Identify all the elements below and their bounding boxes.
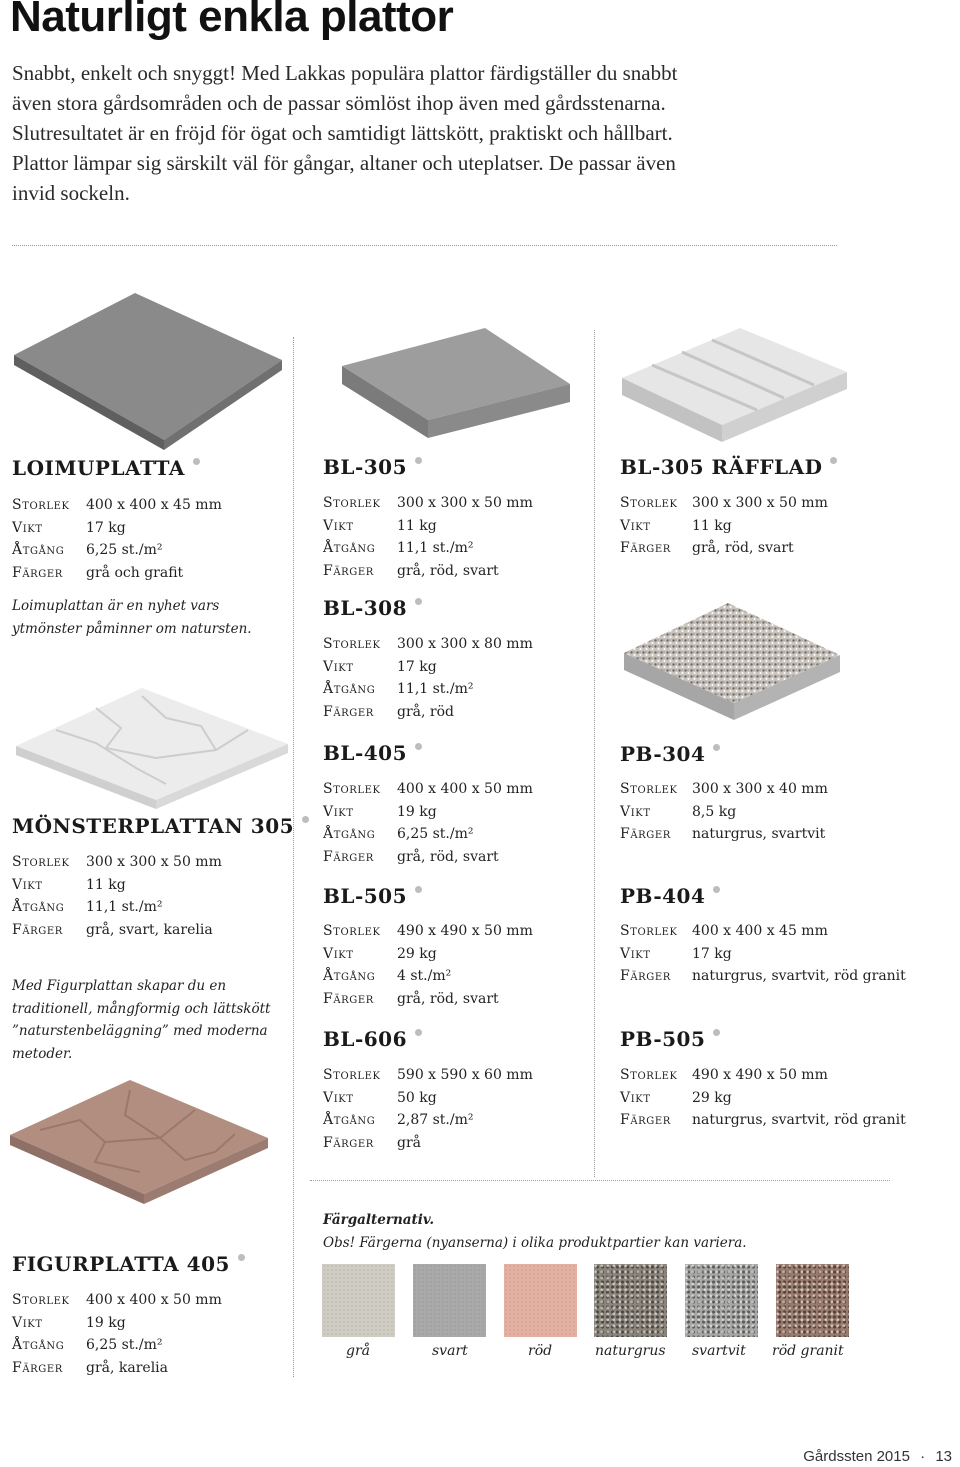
vikt-value: 11 kg — [692, 517, 732, 534]
farger-label: Färger — [12, 921, 63, 938]
vikt-value: 11 kg — [86, 876, 126, 893]
farger-value: grå, röd, svart — [397, 562, 499, 579]
bullet-dot-icon — [238, 1254, 245, 1261]
column-divider-left — [293, 337, 294, 1377]
storlek-label: Storlek — [12, 854, 70, 870]
page-title: Naturligt enkla plattor — [10, 0, 454, 41]
atgang-label: Åtgång — [323, 1112, 376, 1128]
bl606-heading — [323, 1027, 422, 1051]
storlek-label: Storlek — [323, 781, 381, 797]
spec-row — [323, 537, 533, 560]
farger-value: naturgrus, svartvit — [692, 826, 826, 842]
spec-row — [12, 1312, 222, 1335]
atgang-label: Åtgång — [323, 826, 376, 842]
farger-label: Färger — [323, 848, 374, 865]
spec-row — [323, 633, 533, 656]
vikt-label: Vikt — [620, 945, 651, 962]
atgang-label: Åtgång — [12, 542, 65, 558]
atgang-label: Åtgång — [12, 1337, 65, 1353]
spec-row — [323, 656, 533, 679]
figurplatta405-specs — [12, 1289, 222, 1379]
swatch-rod-granit — [776, 1264, 849, 1337]
farger-value: grå, karelia — [86, 1359, 169, 1376]
spec-row — [12, 1357, 222, 1380]
vikt-value: 29 kg — [692, 1089, 732, 1106]
farger-label: Färger — [620, 968, 671, 984]
spec-row — [323, 701, 533, 724]
atgang-value: 11,1 st./m² — [397, 681, 474, 697]
storlek-label: Storlek — [620, 495, 678, 511]
spec-row — [12, 919, 222, 942]
pb304-heading — [620, 742, 720, 766]
vikt-label: Vikt — [323, 517, 354, 534]
loimuplatta-note: Loimuplattan är en nyhet vars ytmönster påminner om natursten. — [12, 598, 252, 637]
bl308-name: BL-308 — [323, 596, 408, 620]
swatch-gra — [322, 1264, 395, 1337]
footer-publication: Gårdssten 2015 — [803, 1448, 910, 1465]
bullet-dot-icon — [415, 886, 422, 893]
pb505-specs — [620, 1064, 906, 1132]
bl505-heading — [323, 884, 422, 908]
monsterplattan305-specs — [12, 851, 222, 941]
farger-value: grå, röd, svart — [692, 540, 794, 556]
storlek-label: Storlek — [323, 495, 381, 511]
spec-row — [323, 492, 533, 515]
vikt-label: Vikt — [12, 1314, 43, 1331]
spec-row — [323, 846, 533, 869]
storlek-label: Storlek — [12, 497, 70, 513]
swatch-label-rod-granit: röd granit — [772, 1343, 844, 1359]
storlek-value: 400 x 400 x 50 mm — [86, 1292, 222, 1308]
vikt-value: 50 kg — [397, 1089, 437, 1106]
bl505-name: BL-505 — [323, 884, 408, 908]
storlek-value: 300 x 300 x 50 mm — [397, 495, 533, 511]
vikt-value: 17 kg — [692, 945, 732, 962]
swatch-label-svart: svart — [432, 1343, 468, 1359]
vikt-label: Vikt — [12, 519, 43, 536]
swatch-label-svartvit: svartvit — [692, 1343, 746, 1359]
monsterplattan305-image — [16, 688, 292, 810]
bullet-dot-icon — [415, 598, 422, 605]
storlek-label: Storlek — [12, 1292, 70, 1308]
bl308-heading — [323, 596, 422, 620]
spec-row — [620, 537, 828, 560]
bl305-name: BL-305 — [323, 455, 408, 479]
atgang-label: Åtgång — [323, 681, 376, 697]
storlek-label: Storlek — [620, 1067, 678, 1083]
spec-row — [12, 494, 222, 517]
spec-row — [323, 678, 533, 701]
bl308-specs — [323, 633, 533, 723]
farger-label: Färger — [323, 1134, 374, 1151]
spec-row — [323, 1064, 533, 1087]
spec-row — [620, 778, 828, 801]
spec-row — [620, 1064, 906, 1087]
vikt-label: Vikt — [323, 1089, 354, 1106]
vikt-value: 19 kg — [86, 1314, 126, 1331]
farger-label: Färger — [620, 826, 671, 842]
vikt-label: Vikt — [620, 517, 651, 534]
dotted-divider — [12, 245, 837, 246]
swatch-label-naturgrus: naturgrus — [595, 1343, 666, 1359]
vikt-value: 11 kg — [397, 517, 437, 534]
loimuplatta-heading — [12, 456, 200, 480]
spec-row — [323, 515, 533, 538]
vikt-label: Vikt — [620, 803, 651, 820]
spec-row — [12, 874, 222, 897]
pb404-name: PB-404 — [620, 884, 706, 908]
storlek-value: 400 x 400 x 50 mm — [397, 781, 533, 797]
farger-value: grå, röd, svart — [397, 990, 499, 1007]
vikt-value: 17 kg — [86, 519, 126, 536]
bl305-raffad-name: BL-305 RÄFFLAD — [620, 455, 823, 479]
bl405-heading — [323, 741, 422, 765]
monsterplattan305-note: Med Figurplattan skapar du en traditionell, mångformig och lättskött ”naturstenbeläggning” med moderna metoder. — [12, 978, 271, 1062]
figurplatta405-heading — [12, 1252, 245, 1276]
spec-row — [323, 965, 533, 988]
farger-label: Färger — [620, 540, 671, 556]
pb304-specs — [620, 778, 828, 846]
bullet-dot-icon — [415, 457, 422, 464]
storlek-value: 400 x 400 x 45 mm — [86, 497, 222, 513]
atgang-value: 6,25 st./m² — [397, 826, 474, 842]
storlek-value: 300 x 300 x 50 mm — [86, 854, 222, 870]
pb505-name: PB-505 — [620, 1027, 706, 1051]
bullet-dot-icon — [713, 744, 720, 751]
figurplatta405-name: FIGURPLATTA 405 — [12, 1252, 230, 1276]
column-divider-right — [594, 330, 595, 1177]
farger-value: grå, svart, karelia — [86, 921, 213, 938]
farger-label: Färger — [323, 703, 374, 720]
storlek-value: 490 x 490 x 50 mm — [397, 923, 533, 939]
figurplatta405-image — [10, 1080, 270, 1205]
atgang-value: 11,1 st./m² — [397, 540, 474, 556]
vikt-value: 19 kg — [397, 803, 437, 820]
farger-label: Färger — [323, 562, 374, 579]
spec-row — [323, 823, 533, 846]
bullet-dot-icon — [713, 886, 720, 893]
swatch-svart — [413, 1264, 486, 1337]
storlek-value: 300 x 300 x 80 mm — [397, 636, 533, 652]
spec-row — [323, 1109, 533, 1132]
spec-row — [620, 801, 828, 824]
spec-row — [323, 943, 533, 966]
bl305-specs — [323, 492, 533, 582]
farger-label: Färger — [323, 990, 374, 1007]
bullet-dot-icon — [302, 816, 309, 823]
spec-row — [620, 965, 906, 988]
storlek-value: 400 x 400 x 45 mm — [692, 923, 828, 939]
bl606-name: BL-606 — [323, 1027, 408, 1051]
atgang-label: Åtgång — [12, 899, 65, 915]
storlek-label: Storlek — [620, 923, 678, 939]
pb505-heading — [620, 1027, 720, 1051]
atgang-value: 6,25 st./m² — [86, 542, 163, 558]
spec-row — [620, 920, 906, 943]
swatch-label-gra: grå — [346, 1343, 371, 1359]
bl305-heading — [323, 455, 422, 479]
spec-row — [323, 801, 533, 824]
spec-row — [12, 1289, 222, 1312]
storlek-value: 590 x 590 x 60 mm — [397, 1067, 533, 1083]
footer-page-number: 13 — [935, 1448, 952, 1465]
loimuplatta-specs — [12, 494, 222, 584]
loimuplatta-name: LOIMUPLATTA — [12, 456, 185, 480]
spec-row — [12, 851, 222, 874]
bl305-raffad-image — [622, 328, 852, 443]
pb304-name: PB-304 — [620, 742, 706, 766]
page-footer — [803, 1448, 952, 1465]
loimuplatta-image — [14, 290, 284, 450]
bl305-raffad-specs — [620, 492, 828, 560]
bl606-specs — [323, 1064, 533, 1154]
colors-title: Färgalternativ. — [323, 1212, 435, 1228]
spec-row — [620, 1087, 906, 1110]
spec-row — [323, 778, 533, 801]
monsterplattan305-heading — [12, 814, 309, 838]
bullet-dot-icon — [193, 458, 200, 465]
bullet-dot-icon — [830, 457, 837, 464]
spec-row — [323, 988, 533, 1011]
bl305-raffad-heading — [620, 455, 837, 479]
farger-value: grå, röd — [397, 703, 454, 720]
spec-row — [620, 515, 828, 538]
storlek-value: 300 x 300 x 40 mm — [692, 781, 828, 797]
spec-row — [12, 1334, 222, 1357]
spec-row — [12, 562, 222, 585]
storlek-label: Storlek — [323, 1067, 381, 1083]
bullet-dot-icon — [415, 743, 422, 750]
farger-label: Färger — [620, 1112, 671, 1128]
vikt-label: Vikt — [323, 658, 354, 675]
spec-row — [620, 492, 828, 515]
spec-row — [620, 823, 828, 846]
vikt-value: 29 kg — [397, 945, 437, 962]
vikt-label: Vikt — [323, 803, 354, 820]
farger-value: naturgrus, svartvit, röd granit — [692, 1112, 906, 1128]
pb304-image — [624, 603, 844, 721]
bl505-specs — [323, 920, 533, 1010]
swatch-naturgrus — [594, 1264, 667, 1337]
vikt-label: Vikt — [12, 876, 43, 893]
spec-row — [12, 539, 222, 562]
spec-row — [323, 1087, 533, 1110]
vikt-label: Vikt — [620, 1089, 651, 1106]
farger-value: grå, röd, svart — [397, 848, 499, 865]
atgang-value: 4 st./m² — [397, 968, 452, 984]
storlek-value: 300 x 300 x 50 mm — [692, 495, 828, 511]
atgang-value: 11,1 st./m² — [86, 899, 163, 915]
swatch-svartvit — [685, 1264, 758, 1337]
farger-value: naturgrus, svartvit, röd granit — [692, 968, 906, 984]
atgang-label: Åtgång — [323, 968, 376, 984]
storlek-label: Storlek — [323, 923, 381, 939]
bl405-name: BL-405 — [323, 741, 408, 765]
colors-divider — [310, 1180, 890, 1181]
spec-row — [323, 1132, 533, 1155]
bl305-image — [342, 328, 572, 440]
intro-paragraph: Snabbt, enkelt och snyggt! Med Lakkas populära plattor färdigställer du snabbt även stora gårdsområden och de passar sömlöst ihop även med gårdsstenarna. Slutresultatet är en fröjd för ögat och samtidigt lättskött, praktiskt och hållbart. Plattor lämpar sig särskilt väl för gångar, altaner och uteplatser. De passar även invid sockeln. — [12, 61, 678, 205]
vikt-label: Vikt — [323, 945, 354, 962]
swatch-rod — [504, 1264, 577, 1337]
spec-row — [12, 896, 222, 919]
atgang-label: Åtgång — [323, 540, 376, 556]
atgang-value: 2,87 st./m² — [397, 1112, 474, 1128]
pb404-heading — [620, 884, 720, 908]
bullet-dot-icon — [713, 1029, 720, 1036]
atgang-value: 6,25 st./m² — [86, 1337, 163, 1353]
bl405-specs — [323, 778, 533, 868]
storlek-label: Storlek — [620, 781, 678, 797]
farger-label: Färger — [12, 1359, 63, 1376]
vikt-value: 17 kg — [397, 658, 437, 675]
spec-row — [323, 560, 533, 583]
pb404-specs — [620, 920, 906, 988]
storlek-value: 490 x 490 x 50 mm — [692, 1067, 828, 1083]
farger-value: grå och grafit — [86, 564, 184, 581]
bullet-dot-icon — [415, 1029, 422, 1036]
spec-row — [323, 920, 533, 943]
farger-value: grå — [397, 1134, 422, 1151]
footer-separator: · — [920, 1448, 926, 1465]
swatch-label-rod: röd — [528, 1343, 553, 1359]
storlek-label: Storlek — [323, 636, 381, 652]
spec-row — [620, 1109, 906, 1132]
vikt-value: 8,5 kg — [692, 803, 737, 820]
spec-row — [12, 517, 222, 540]
farger-label: Färger — [12, 564, 63, 581]
monsterplattan305-name: MÖNSTERPLATTAN 305 — [12, 814, 295, 838]
colors-note: Obs! Färgerna (nyanserna) i olika produktpartier kan variera. — [323, 1235, 747, 1251]
spec-row — [620, 943, 906, 966]
